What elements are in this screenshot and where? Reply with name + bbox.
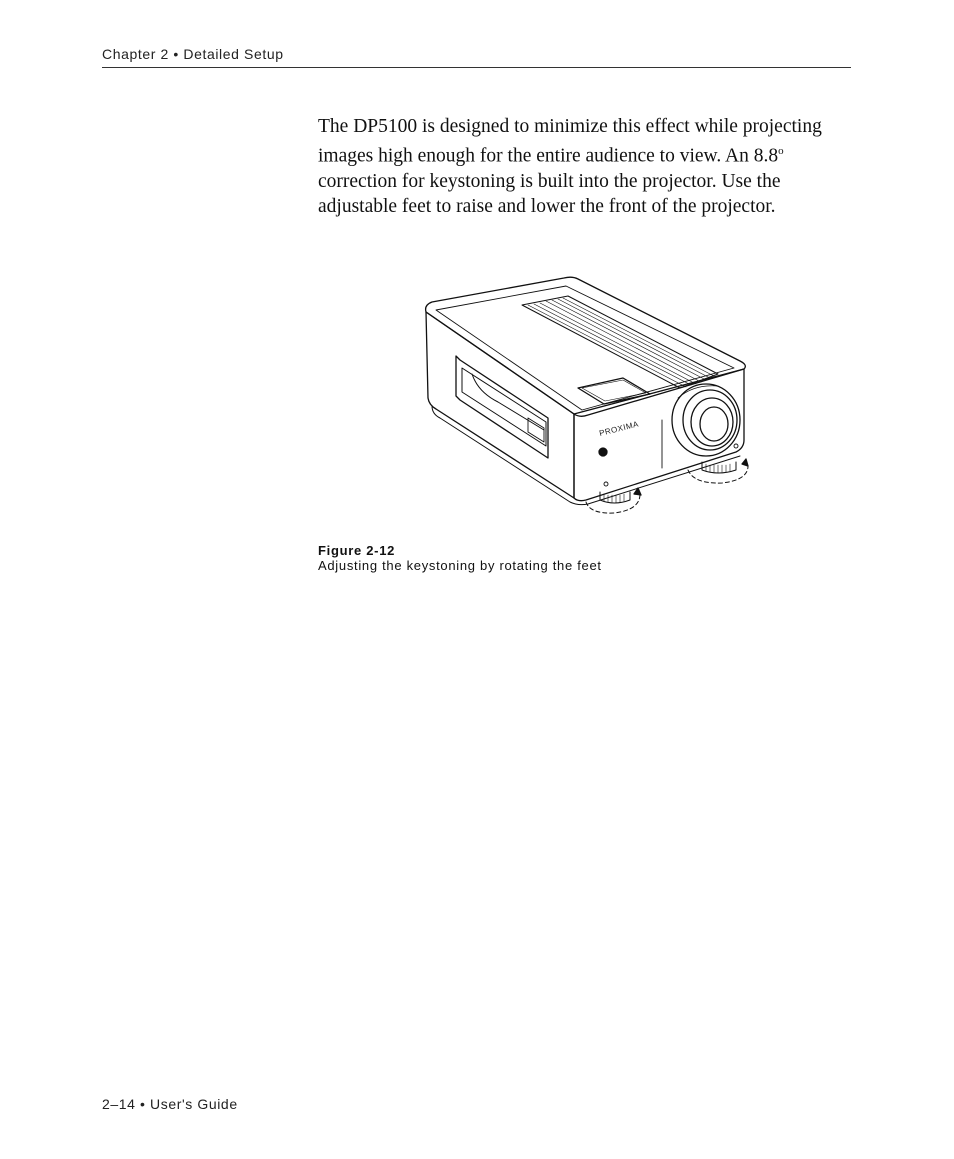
vent-ribs [528, 298, 714, 387]
brand-logo: PROXIMA [598, 419, 640, 438]
figure-caption: Adjusting the keystoning by rotating the feet [318, 558, 602, 573]
projector-illustration [418, 270, 758, 530]
projector-top-surface [426, 277, 746, 416]
lens-assembly [672, 384, 740, 456]
paragraph-text-start: The DP5100 is designed to minimize this effect while projecting images high enough for the entire audience to view. An 8.8 [318, 116, 822, 167]
projector-drawing [418, 270, 758, 530]
card-slot-recess [456, 356, 548, 458]
degree-symbol: o [778, 145, 784, 157]
projector-base [432, 406, 740, 505]
running-header: Chapter 2 • Detailed Setup [102, 46, 851, 68]
body-paragraph [318, 114, 848, 219]
running-footer: 2–14 • User's Guide [102, 1096, 238, 1112]
front-sensor [599, 448, 607, 456]
projector-left-side [426, 312, 574, 498]
figure-label: Figure 2-12 [318, 543, 396, 558]
paragraph-text-end: correction for keystoning is built into the projector. Use the adjustable feet to raise and lower the front of the projector. [318, 170, 781, 217]
vent-strip [522, 296, 718, 388]
